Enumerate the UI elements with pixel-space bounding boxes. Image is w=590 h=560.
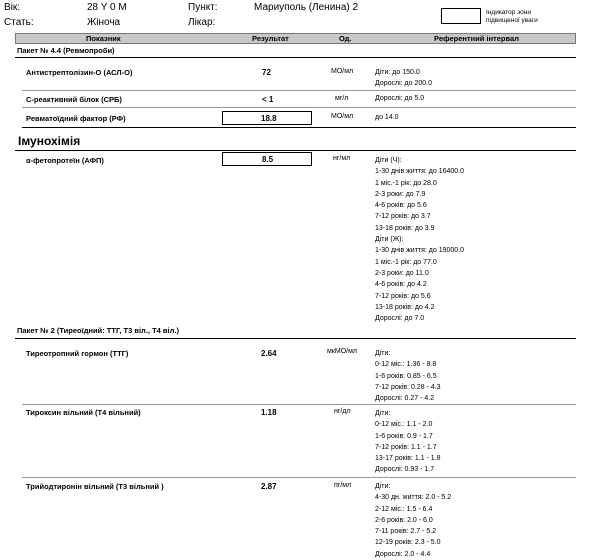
sex-value: Жіноча <box>87 17 121 28</box>
test-value-aslo: 72 <box>262 68 271 77</box>
test-name-afp: α-фетопротеїн (АФП) <box>26 156 104 165</box>
test-ref-t3: Діти: 4-30 дн. життя: 2.0 - 5.2 2-12 міс.: 1.5 - 6.4 2-6 років: 2.0 - 6.0 7-11 років: 2.7 - 5.2 12-19 років: 2.3 - 5.0 Дорослі: 2.0 - 4.4 <box>375 483 452 558</box>
package1-title: Пакет № 4.4 (Ревмопроби) <box>17 46 115 55</box>
divider <box>22 127 576 128</box>
test-name-t3: Трийодтиронін вільний (Т3 вільний ) <box>26 482 164 491</box>
test-ref-rf: до 14.0 <box>375 114 399 121</box>
divider <box>15 57 576 58</box>
test-ref-afp: Діти (Ч): 1-30 днів життя: до 16400.0 1 міс.-1 рік: до 28.0 2-3 роки: до 7.9 4-6 років: до 5.6 7-12 років: до 3.7 13-18 років: до 3.9 Діти (Ж): 1-30 днів життя: до 19000.0 1 міс.-1 рік: до 77.0 2-3 роки: до 11.0 4-6 років: до 4.2 7-12 років: до 5.6 13-18 років: до 4.2 Дорослі: до 7.0 <box>375 157 465 323</box>
test-value-rf: 18.8 <box>261 114 277 123</box>
test-value-afp: 8.5 <box>262 155 274 164</box>
test-value-crp: < 1 <box>262 95 274 104</box>
test-unit-tsh: мкМО/мл <box>327 348 357 355</box>
divider <box>15 338 576 339</box>
test-name-crp: С-реактивний білок (СРБ) <box>26 95 122 104</box>
test-ref-tsh: Діти: 0-12 міс.: 1.36 - 8.8 1-6 років: 0.85 - 6.5 7-12 років: 0.28 - 4.3 Дорослі: 0.27 - 4.2 <box>375 350 441 403</box>
test-unit-rf: МО/мл <box>331 113 354 120</box>
column-header <box>15 33 576 44</box>
test-ref-crp: Дорослі: до 5.0 <box>375 95 425 102</box>
package2-title: Пакет № 2 (Тиреоїдний: ТТГ, Т3 віл., Т4 віл.) <box>17 326 179 335</box>
divider <box>22 404 576 405</box>
divider <box>22 477 576 478</box>
test-name-rf: Ревматоїдний фактор (РФ) <box>26 114 126 123</box>
test-value-t3: 2.87 <box>261 482 277 491</box>
test-value-tsh: 2.64 <box>261 349 277 358</box>
indicator-box <box>441 8 481 24</box>
col-unit: Од. <box>339 34 352 43</box>
col-indicator: Показник <box>86 34 121 43</box>
test-unit-aslo: МО/мл <box>331 68 354 75</box>
indicator-label: Індикатор зони підвищеної уваги <box>486 9 538 24</box>
test-name-t4: Тироксин вільний (Т4 вільний) <box>26 408 141 417</box>
point-value: Мариуполь (Ленина) 2 <box>254 2 359 13</box>
test-unit-afp: нг/мл <box>333 155 351 162</box>
point-label: Пункт: <box>188 2 218 13</box>
sex-label: Стать: <box>4 17 34 28</box>
section-title-immuno: Імунохімія <box>18 134 81 148</box>
age-value: 28 Y 0 M <box>87 2 127 13</box>
col-reference: Референтний інтервал <box>434 34 519 43</box>
divider <box>15 150 576 151</box>
test-ref-aslo: Діти: до 150.0 Дорослі: до 200.0 <box>375 69 432 88</box>
test-unit-t3: пг/мл <box>334 482 352 489</box>
test-unit-crp: мг/л <box>335 95 349 102</box>
divider <box>22 107 576 108</box>
divider <box>22 90 576 91</box>
test-name-tsh: Тиреотропний гормон (ТТГ) <box>26 349 129 358</box>
col-result: Результат <box>252 34 289 43</box>
test-value-t4: 1.18 <box>261 408 277 417</box>
test-unit-t4: нг/дл <box>334 408 351 415</box>
age-label: Вік: <box>4 2 21 13</box>
test-ref-t4: Діти: 0-12 міс.: 1.1 - 2.0 1-6 років: 0.9 - 1.7 7-12 років: 1.1 - 1.7 13-17 років: 1.1 - 1.8 Дорослі: 0.93 - 1.7 <box>375 410 441 474</box>
test-name-aslo: Антистрептолізин-О (АСЛ-О) <box>26 68 133 77</box>
doctor-label: Лікар: <box>188 17 216 28</box>
